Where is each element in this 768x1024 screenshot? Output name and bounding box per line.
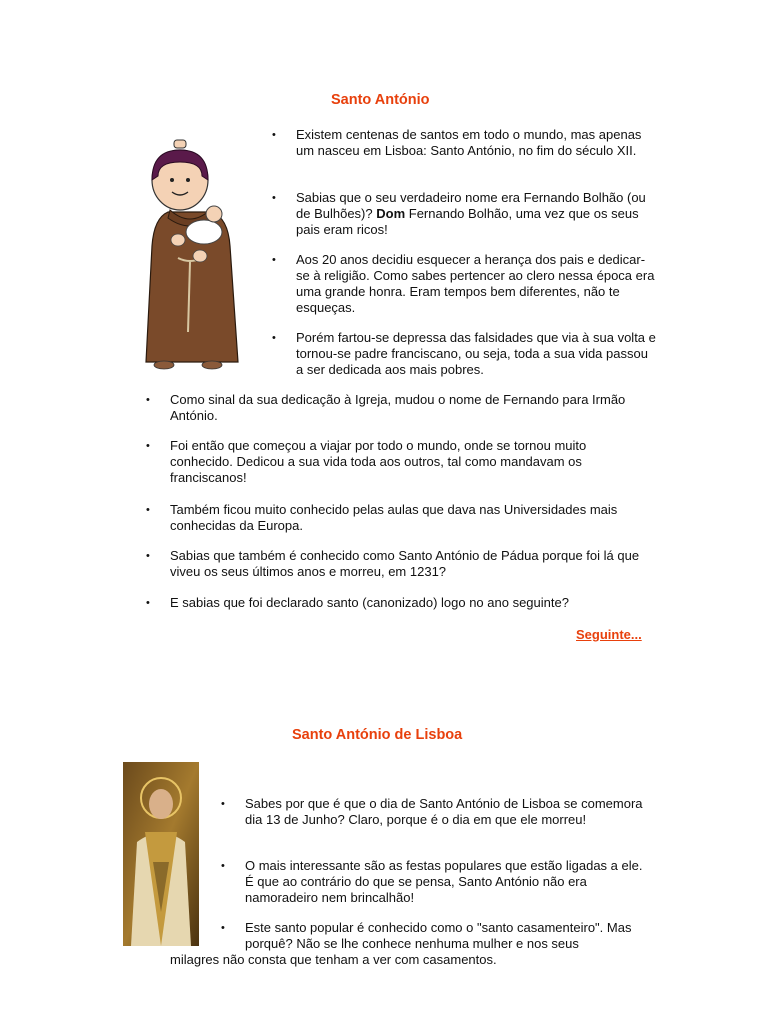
bullet-icon: •: [146, 597, 150, 609]
next-link[interactable]: Seguinte...: [576, 627, 642, 642]
bullet-icon: •: [221, 860, 225, 872]
list-item: • Também ficou muito conhecido pelas aulas que dava nas Universidades mais conhecidas da Europa.: [146, 502, 618, 533]
santo-antonio-cartoon: [138, 136, 250, 372]
list-item: • Este santo popular é conhecido como o "santo casamenteiro". Mas porquê? Não se lhe conhece nenhuma mulher e nos seus: [221, 920, 632, 951]
list-item: • Sabias que o seu verdadeiro nome era Fernando Bolhão (ou de Bulhões)? Dom Fernando Bolhão, uma vez que os seus pais eram ricos!: [272, 190, 646, 237]
list-item: • Aos 20 anos decidiu esquecer a herança dos pais e dedicar-se à religião. Como sabes pertencer ao clero nessa época era uma grande honra. Eram tempos bem diferentes, não te esqueças.: [272, 252, 655, 315]
list-item: • E sabias que foi declarado santo (canonizado) logo no ano seguinte?: [146, 595, 569, 610]
section1-title: Santo António: [331, 92, 430, 108]
bullet-icon: •: [272, 332, 276, 344]
list-item: • O mais interessante são as festas populares que estão ligadas a ele. É que ao contrário do que se pensa, Santo António não era namoradeiro nem brincalhão!: [221, 858, 643, 905]
bullet-icon: •: [272, 254, 276, 266]
bullet-icon: •: [146, 394, 150, 406]
bullet-icon: •: [272, 192, 276, 204]
list-item: • Sabes por que é que o dia de Santo António de Lisboa se comemora dia 13 de Junho? Claro, porque é o dia em que ele morreu!: [221, 796, 643, 827]
bullet-icon: •: [272, 129, 276, 141]
bullet-icon: •: [146, 504, 150, 516]
list-item: • Foi então que começou a viajar por todo o mundo, onde se tornou muito conhecido. Dedicou a sua vida toda aos outros, tal como mandavam os franciscanos!: [146, 438, 587, 485]
santo-antonio-painting: [123, 762, 199, 946]
bullet-icon: •: [146, 440, 150, 452]
list-item: • Existem centenas de santos em todo o mundo, mas apenas um nasceu em Lisboa: Santo António, no fim do século XII.: [272, 127, 642, 158]
list-item: • Como sinal da sua dedicação à Igreja, mudou o nome de Fernando para Irmão António.: [146, 392, 626, 423]
paragraph-continuation: milagres não consta que tenham a ver com casamentos.: [170, 952, 497, 967]
section2-title: Santo António de Lisboa: [292, 727, 463, 743]
list-item: • Sabias que também é conhecido como Santo António de Pádua porque foi lá que viveu os seus últimos anos e morreu, em 1231?: [146, 548, 640, 579]
bullet-icon: •: [221, 922, 225, 934]
list-item: • Porém fartou-se depressa das falsidades que via à sua volta e tornou-se padre franciscano, ou seja, toda a sua vida passou a ser dedicada aos mais pobres.: [272, 330, 656, 377]
bullet-icon: •: [221, 798, 225, 810]
bullet-icon: •: [146, 550, 150, 562]
